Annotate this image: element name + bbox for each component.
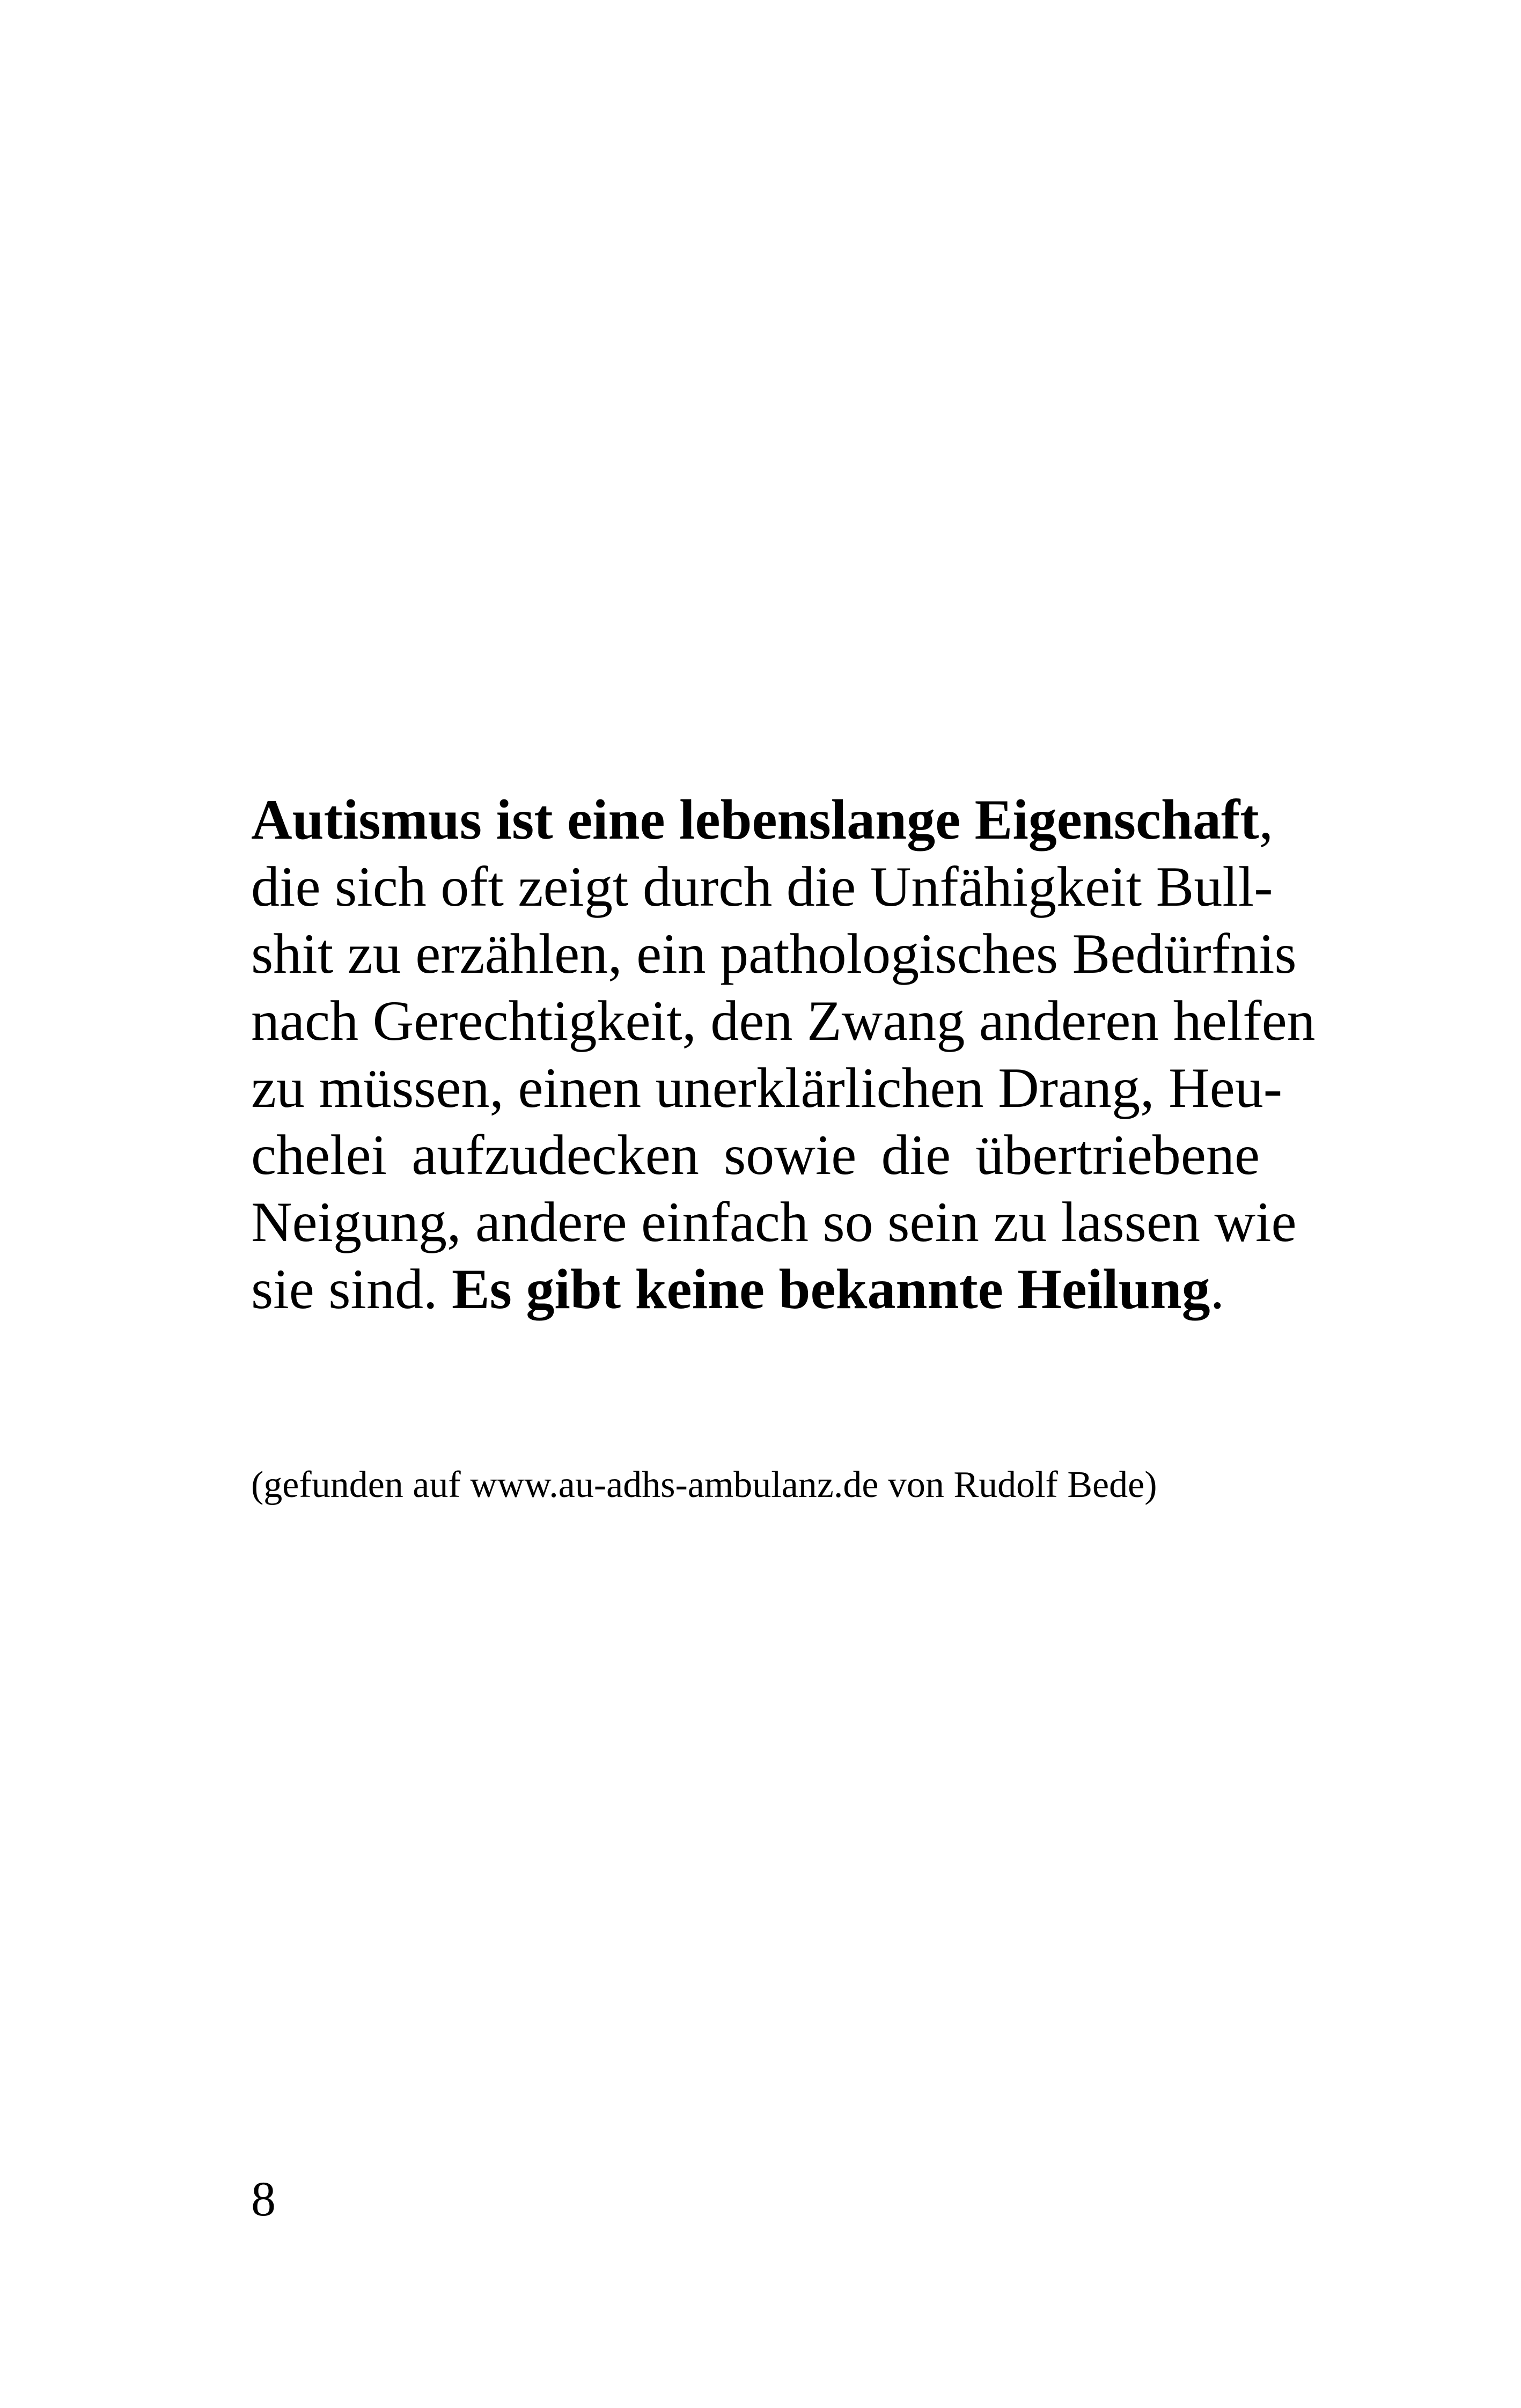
quote-paragraph (251, 786, 1316, 1323)
quote-line-8 (251, 1256, 1260, 1323)
quote-line-6: chelei aufzudecken sowie die übertriebene (251, 1124, 1260, 1186)
quote-line-4: nach Gerechtigkeit, den Zwang anderen helfen (251, 989, 1316, 1052)
quote-comma: , (1259, 788, 1274, 851)
quote-line-2: die sich oft zeigt durch die Unfähigkeit Bull- (251, 855, 1273, 918)
source-citation: (gefunden auf www.au-adhs-ambulanz.de von Rudolf Bede) (251, 1464, 1157, 1506)
quote-line-1 (251, 786, 1274, 853)
quote-line-8-start: sie sind. (251, 1258, 452, 1320)
page-number: 8 (251, 2171, 276, 2226)
quote-bold-closing: Es gibt keine bekannte Heilung (451, 1258, 1210, 1320)
quote-bold-opening: Autismus ist eine lebenslange Eigenschaft (251, 788, 1259, 851)
quote-line-7: Neigung, andere einfach so sein zu lassen wie (251, 1191, 1297, 1253)
quote-line-3: shit zu erzählen, ein pathologisches Bedürfnis (251, 922, 1297, 985)
quote-line-5: zu müssen, einen unerklärlichen Drang, Heu- (251, 1056, 1283, 1119)
quote-period: . (1210, 1258, 1225, 1320)
